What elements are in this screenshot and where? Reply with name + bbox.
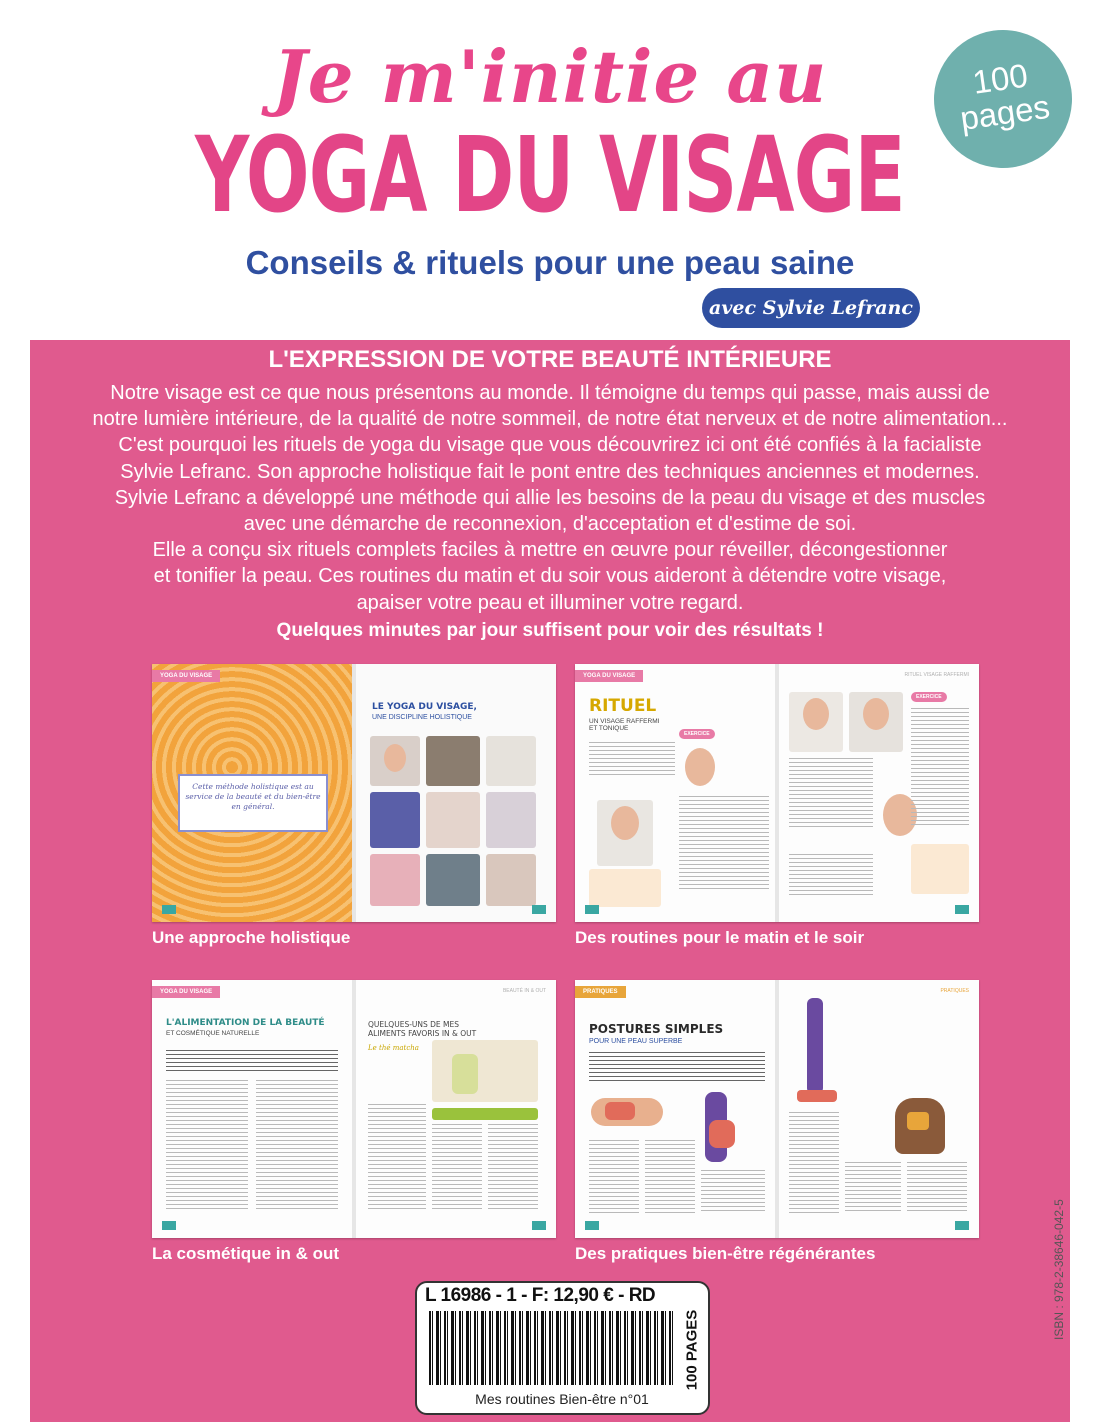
right-title: QUELQUES-UNS DE MES ALIMENTS FAVORIS IN & OUT [368, 1020, 477, 1038]
body-text-lines [368, 1104, 426, 1212]
body-text-lines [589, 742, 675, 778]
page-tab: YOGA DU VISAGE [575, 670, 643, 682]
posture-clothing [797, 1090, 837, 1102]
face-photo [611, 806, 639, 840]
spread-preview-holistic [152, 664, 556, 922]
pages-badge-label: pages [957, 87, 1052, 137]
photo-thumb [426, 736, 480, 786]
tip-box [911, 844, 969, 894]
page-tab: YOGA DU VISAGE [152, 986, 220, 998]
spread-preview-cosmetics [152, 980, 556, 1238]
script-title: Je m'initie au [272, 34, 828, 119]
spread-caption: Des pratiques bien-être régénérantes [575, 1244, 876, 1263]
running-header: RITUEL VISAGE RAFFERMI [904, 672, 969, 678]
body-text-lines [701, 1170, 765, 1214]
intro-body [40, 380, 1060, 616]
price-line: L 16986 - 1 - F: 12,90 € - RD [425, 1285, 656, 1306]
page-number-marker [955, 905, 969, 914]
spread-caption: La cosmétique in & out [152, 1244, 340, 1263]
face-photo [685, 748, 715, 786]
spread-caption: Des routines pour le matin et le soir [575, 928, 865, 947]
quote-tile [370, 792, 420, 848]
intro-line: Elle a conçu six rituels complets faciles à mettre en œuvre pour réveiller, décongestionner [152, 539, 948, 562]
series-name: Mes routines Bien-être n°01 [475, 1391, 649, 1407]
body-text-lines [789, 854, 873, 898]
barcode-bars [429, 1311, 675, 1385]
author-badge: avec Sylvie Lefranc [702, 288, 920, 328]
body-text-lines [789, 758, 873, 828]
face-photo [803, 698, 829, 730]
body-text-lines [907, 1162, 967, 1214]
spread-title: L'ALIMENTATION DE LA BEAUTÉ [166, 1018, 325, 1028]
photo-thumb [486, 792, 536, 848]
intro-line: Notre visage est ce que nous présentons au monde. Il témoigne du temps qui passe, mais aussi de [110, 382, 990, 404]
body-text-lines [645, 1140, 695, 1214]
page-tab: PRATIQUES [575, 986, 626, 998]
body-text-lines [789, 1112, 839, 1214]
spread-gutter [352, 980, 356, 1238]
spread-subtitle: UN VISAGE RAFFERMI ET TONIQUE [589, 718, 660, 732]
isbn: ISBN : 978-2-38646-042-5 [1052, 1199, 1066, 1340]
running-header: BEAUTÉ IN & OUT [502, 988, 546, 994]
face-photo [863, 698, 889, 730]
intro-line: et tonifier la peau. Ces routines du matin et du soir vous aideront à détendre votre visage, [153, 565, 947, 588]
spread-gutter [775, 980, 779, 1238]
pages-vertical-label [679, 1311, 705, 1389]
photo-thumb [486, 854, 536, 906]
spread-preview-routines [575, 664, 979, 922]
spread-title: LE YOGA DU VISAGE, [372, 702, 477, 712]
intro-line: C'est pourquoi les rituels de yoga du visage que vous découvrirez ici ont été confiés à la facialiste [118, 434, 982, 457]
posture-clothing [605, 1102, 635, 1120]
posture-figure [807, 998, 823, 1094]
barcode-box [415, 1281, 710, 1415]
main-title: YOGA DU VISAGE [195, 114, 905, 236]
intro-line: avec une démarche de reconnexion, d'acceptation et d'estime de soi. [243, 513, 857, 536]
face-photo [384, 744, 406, 772]
pages-vertical-text: 100 PAGES [683, 1309, 701, 1391]
exercise-badge: EXERCICE [679, 729, 715, 739]
page-number-marker [162, 1221, 176, 1230]
body-text-lines [256, 1080, 338, 1212]
photo-thumb [370, 854, 420, 906]
photo-thumb [486, 736, 536, 786]
sidebar-header [432, 1108, 538, 1120]
posture-clothing [907, 1112, 929, 1130]
spread-caption: Une approche holistique [152, 928, 351, 947]
running-header: PRATIQUES [940, 988, 969, 994]
pink-panel [30, 340, 1070, 1422]
cover-header [0, 0, 1100, 340]
intro-text-lines [166, 1050, 338, 1074]
intro-heading: L'EXPRESSION DE VOTRE BEAUTÉ INTÉRIEURE [268, 346, 832, 373]
page-number-marker [955, 1221, 969, 1230]
page-number-marker [585, 905, 599, 914]
intro-line: Sylvie Lefranc. Son approche holistique fait le pont entre des techniques anciennes et modernes. [120, 460, 980, 483]
intro-line: notre lumière intérieure, de la qualité de notre sommeil, de notre état nerveux et de notre alimentation... [92, 408, 1008, 431]
body-text-lines [432, 1124, 482, 1210]
spread-subtitle: UNE DISCIPLINE HOLISTIQUE [372, 714, 472, 721]
quote-card: Cette méthode holistique est au service de la beauté et du bien-être en général. [178, 774, 328, 832]
spread-preview-postures [575, 980, 979, 1238]
body-text-lines [166, 1080, 248, 1212]
matcha-cup [452, 1054, 478, 1094]
page-number-marker [532, 1221, 546, 1230]
spread-gutter [775, 664, 779, 922]
exercise-badge: EXERCICE [911, 692, 947, 702]
posture-clothing [709, 1120, 735, 1148]
tagline: Quelques minutes par jour suffisent pour voir des résultats ! [276, 620, 824, 641]
body-text-lines [589, 1140, 639, 1214]
spread-subtitle: ET COSMÉTIQUE NATURELLE [166, 1030, 260, 1037]
tip-box [589, 869, 661, 907]
body-text-lines [679, 796, 769, 892]
pages-badge-number: 100 [970, 56, 1030, 101]
page-number-marker [585, 1221, 599, 1230]
right-subtitle: Le thé matcha [368, 1044, 419, 1052]
intro-line: Sylvie Lefranc a développé une méthode qui allie les besoins de la peau du visage et des muscles [114, 486, 986, 509]
body-text-lines [845, 1162, 901, 1214]
body-text-lines [488, 1124, 538, 1210]
spread-title: RITUEL [589, 696, 657, 716]
photo-thumb [426, 854, 480, 906]
intro-line: apaiser votre peau et illuminer votre regard. [356, 591, 744, 614]
page-number-marker [532, 905, 546, 914]
spread-subtitle: POUR UNE PEAU SUPERBE [589, 1038, 683, 1045]
body-text-lines [911, 708, 969, 828]
photo-thumb [426, 792, 480, 848]
intro-text-lines [589, 1052, 765, 1084]
page-number-marker [162, 905, 176, 914]
subtitle: Conseils & rituels pour une peau saine [245, 244, 855, 281]
matcha-photo [432, 1040, 538, 1102]
page-tab: YOGA DU VISAGE [152, 670, 220, 682]
spread-title: POSTURES SIMPLES [589, 1022, 724, 1036]
